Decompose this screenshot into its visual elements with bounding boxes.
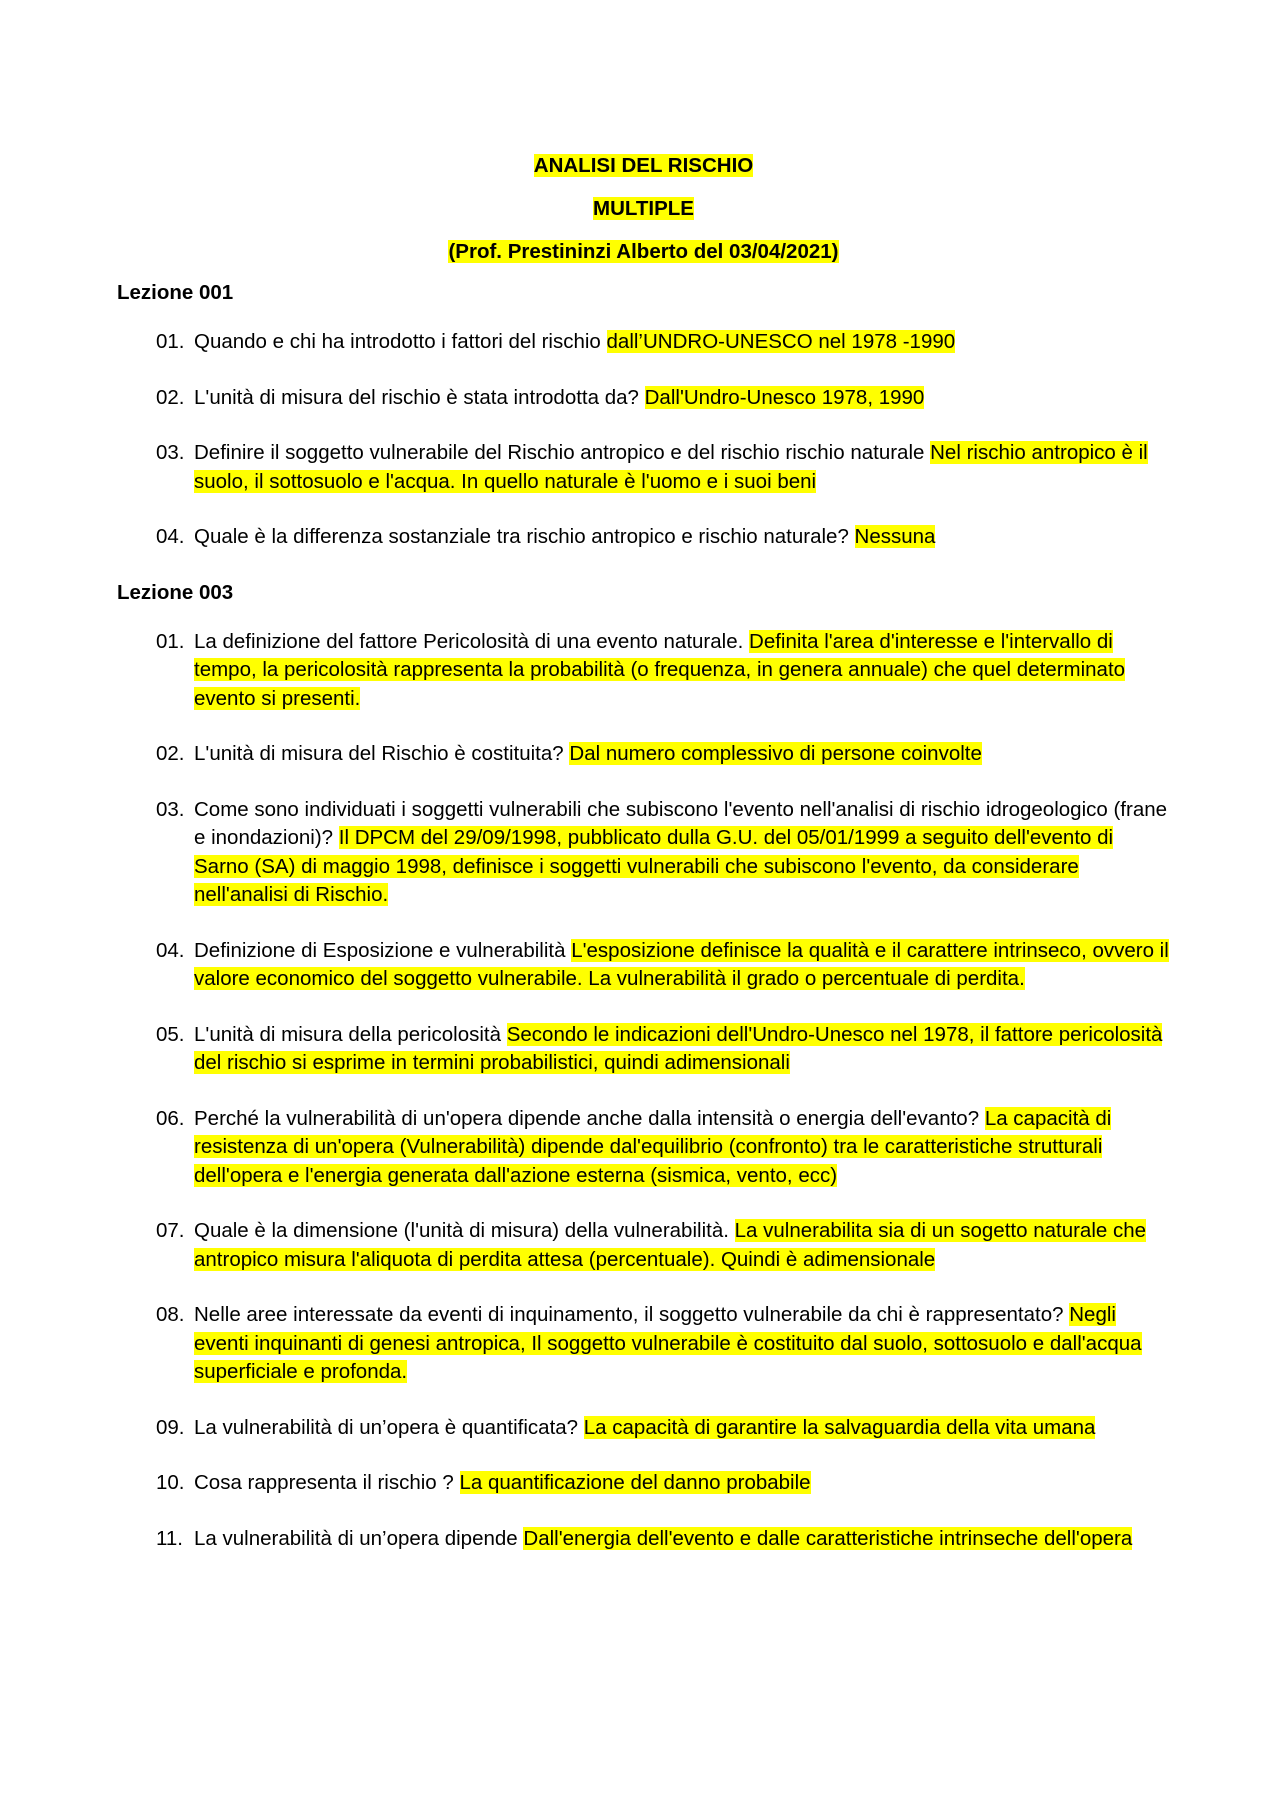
list-item: [117, 1021, 1170, 1078]
question-number: 05.: [156, 1022, 185, 1046]
question-text: L'unità di misura del Rischio è costituita?: [194, 742, 570, 765]
question-text: La vulnerabilità di un’opera dipende: [194, 1526, 524, 1550]
question-number: 03.: [156, 797, 185, 821]
question-text: Nelle aree interessate da eventi di inquinamento, il soggetto vulnerabile da chi è rappresentato?: [194, 1303, 1070, 1326]
list-item: [117, 740, 1170, 769]
lesson-001-questions: [117, 328, 1170, 552]
list-item: [117, 1414, 1170, 1443]
list-item: [117, 328, 1170, 357]
answer-text: Definita l'area d'interesse e l'intervallo di tempo, la pericolosità rappresenta la probabilità (o frequenza, in genera annuale) che quel determinato evento si presenti.: [194, 629, 1126, 710]
answer-text: Nessuna: [854, 525, 936, 548]
question-text: Quale è la dimensione (l'unità di misura) della vulnerabilità.: [194, 1219, 735, 1242]
list-item: [117, 1105, 1170, 1191]
question-number: 01.: [156, 330, 185, 353]
answer-text: dall’UNDRO-UNESCO nel 1978 -1990: [606, 330, 956, 353]
lesson-heading-001: Lezione 001: [117, 281, 234, 304]
question-text: L'unità di misura del rischio è stata introdotta da?: [194, 385, 645, 409]
answer-text: Il DPCM del 29/09/1998, pubblicato dulla G.U. del 05/01/1999 a seguito dell'evento di Sarno (SA) di maggio 1998, definisce i soggetti vulnerabili che subiscono l'evento, da considerare nell'analisi di Rischio.: [194, 826, 1114, 906]
answer-text: Dall'energia dell'evento e dalle caratteristiche intrinseche dell'opera: [523, 1526, 1133, 1550]
lesson-heading-003: Lezione 003: [117, 580, 234, 604]
question-number: 10.: [156, 1471, 185, 1494]
question-number: 02.: [156, 385, 185, 409]
question-text: Definire il soggetto vulnerabile del Rischio antropico e del rischio rischio naturale: [194, 441, 931, 464]
lesson-003-questions: [117, 628, 1170, 1554]
question-number: 06.: [156, 1106, 185, 1130]
question-text: La definizione del fattore Pericolosità di una evento naturale.: [194, 629, 750, 653]
question-number: 07.: [156, 1219, 185, 1242]
answer-text: Negli eventi inquinanti di genesi antropica, Il soggetto vulnerabile è costituito dal suolo, sottosuolo e dall'acqua superficiale e profonda.: [194, 1303, 1142, 1383]
question-number: 09.: [156, 1415, 185, 1439]
answer-text: L'esposizione definisce la qualità e il carattere intrinseco, ovvero il valore economico del soggetto vulnerabile. La vulnerabilità il grado o percentuale di perdita.: [194, 938, 1169, 990]
answer-text: Secondo le indicazioni dell'Undro-Unesco nel 1978, il fattore pericolosità del rischio si esprime in termini probabilistici, quindi adimensionali: [194, 1022, 1163, 1074]
question-number: 03.: [156, 441, 185, 464]
question-number: 08.: [156, 1303, 185, 1326]
list-item: [117, 1525, 1170, 1554]
question-number: 02.: [156, 742, 185, 765]
list-item: [117, 937, 1170, 994]
question-text: Come sono individuati i soggetti vulnerabili che subiscono l'evento nell'analisi di rischio idrogeologico (frane e inondazioni)?: [194, 797, 1168, 849]
list-item: [117, 1217, 1170, 1274]
question-text: Perché la vulnerabilità di un'opera dipende anche dalla intensità o energia dell'evanto?: [194, 1106, 985, 1130]
document-title: ANALISI DEL RISCHIO: [533, 154, 754, 177]
document-author: (Prof. Prestininzi Alberto del 03/04/2021): [448, 240, 839, 263]
list-item: [117, 1469, 1170, 1498]
answer-text: La capacità di garantire la salvaguardia della vita umana: [583, 1415, 1096, 1439]
list-item: [117, 523, 1170, 552]
list-item: [117, 384, 1170, 413]
answer-text: La vulnerabilita sia di un sogetto naturale che antropico misura l'aliquota di perdita attesa (percentuale). Quindi è adimensionale: [194, 1219, 1147, 1271]
question-number: 01.: [156, 629, 185, 653]
document-subtitle: MULTIPLE: [593, 197, 694, 220]
list-item: [117, 796, 1170, 910]
question-text: Definizione di Esposizione e vulnerabilità: [194, 938, 572, 962]
list-item: [117, 628, 1170, 714]
answer-text: Dall'Undro-Unesco 1978, 1990: [644, 385, 925, 409]
question-number: 11.: [156, 1526, 183, 1550]
question-number: 04.: [156, 938, 185, 962]
answer-text: La capacità di resistenza di un'opera (Vulnerabilità) dipende dal'equilibrio (confronto) tra le caratteristiche strutturali dell'opera e l'energia generata dall'azione esterna (sismica, vento, ecc): [194, 1106, 1112, 1187]
answer-text: Nel rischio antropico è il suolo, il sottosuolo e l'acqua. In quello naturale è l'uomo e i suoi beni: [194, 441, 1148, 493]
answer-text: La quantificazione del danno probabile: [459, 1471, 811, 1494]
question-text: Quale è la differenza sostanziale tra rischio antropico e rischio naturale?: [194, 525, 855, 548]
question-number: 04.: [156, 525, 185, 548]
question-text: La vulnerabilità di un’opera è quantificata?: [194, 1415, 584, 1439]
answer-text: Dal numero complessivo di persone coinvolte: [569, 742, 982, 765]
question-text: Quando e chi ha introdotto i fattori del rischio: [194, 330, 607, 353]
list-item: [117, 1301, 1170, 1387]
question-text: Cosa rappresenta il rischio ?: [194, 1471, 460, 1494]
list-item: [117, 439, 1170, 496]
question-text: L'unità di misura della pericolosità: [194, 1022, 507, 1046]
